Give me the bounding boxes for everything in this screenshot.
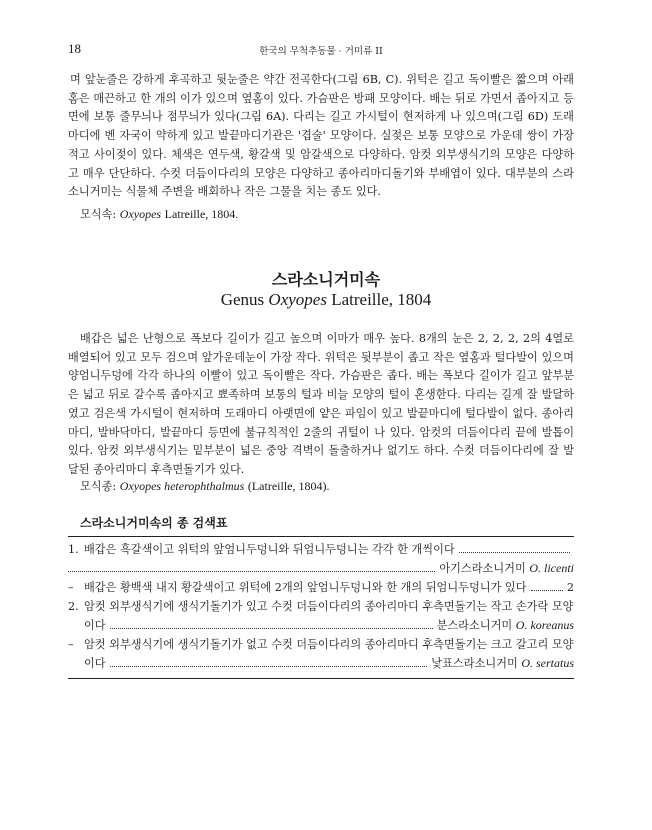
key-item-text: 배갑은 황백색 내지 황갈색이고 위턱에 2개의 앞엄니두덩니와 한 개의 뒤엄니두덩니가 있다 bbox=[84, 581, 527, 594]
key-bottom-rule bbox=[68, 678, 574, 679]
genus-name: Oxyopes bbox=[268, 290, 327, 309]
key-leader-dots bbox=[459, 551, 570, 553]
species-key-title: 스라소니거미속의 종 검색표 bbox=[80, 516, 228, 530]
key-leader-dots bbox=[110, 665, 428, 667]
key-leader-dots bbox=[110, 627, 433, 629]
key-result-scientific: O. licenti bbox=[529, 561, 574, 575]
key-item bbox=[68, 597, 574, 616]
key-item-text: 이다 bbox=[84, 657, 106, 670]
key-result-scientific: O. koreanus bbox=[515, 618, 574, 632]
running-title: 한국의 무척추동물 · 거미류 II bbox=[259, 46, 383, 57]
key-item-result: 2 bbox=[566, 581, 574, 594]
key-item-number: – bbox=[68, 638, 74, 651]
genus-description-paragraph: 배갑은 넓은 난형으로 폭보다 길이가 길고 높으며 이마가 매우 높다. 8개의 눈은 2, 2, 2, 2의 4열로 배열되어 있고 모두 검으며 앞가운데눈이 가장 작다. 위턱은 뒷부분이 좁고 작은 옆홈과 털다발이 있으며 양엄니두덩에 각각 하나의 이빨이 있고 독이빨은 작다. 가슴판은 좁다. 배는 폭보다 길이가 길고 앞부분은 넓고 뒤로 갈수록 좁아지고 뾰족하며 보통의 털과 비늘 모양의 털이 혼생한다. 다리는 길게 잘 발달하였고 검은색 가시털이 현저하며 도래마디 아랫면에 얕은 파임이 있고 발끝마디에 털다발이 없다. 종아리마디, 발바닥마디, 발끝마디 등면에 불규칙적인 2줄의 귀털이 나 있다. 암컷의 더듬이다리 끝에 발톱이 있다. 암컷 외부생식기는 밑부분이 넓은 중앙 격벽이 돌출하거나 없기도 하다. 수컷 더듬이다리에 잘 발달된 종아리마디 후측면돌기가 있다. bbox=[68, 332, 574, 476]
family-description-paragraph: 며 앞눈줄은 강하게 후곡하고 뒷눈줄은 약간 전곡한다(그림 6B, C). 위턱은 길고 독이빨은 짧으며 아래홈은 매끈하고 한 개의 이가 있으며 옆홈이 있다. 가슴판은 방패 모양이다. 배는 뒤로 가면서 좁아지고 등면에 보통 줄무늬나 점무늬가 있다(그림 6A). 다리는 길고 가시털이 현저하게 나 있으며(그림 6D) 도래마디에 벤 자국이 약하게 있고 발끝마디기관은 '겹술' 모양이다. 실젖은 보통 모양으로 가운데 쌍이 가장 적고 사이젖이 있다. 체색은 연두색, 황갈색 및 암갈색으로 다양하다. 암컷 외부생식기의 모양은 다양하고 매우 단단하다. 수컷 더듬이다리의 모양은 다양하고 종아리마디돌기와 부배엽이 있다. 대부분의 스라소니거미는 식물체 주변을 배회하나 작은 그물을 치는 종도 있다. bbox=[68, 73, 574, 199]
key-item-text: 배갑은 흑갈색이고 위턱의 앞엄니두덩니와 뒤엄니두덩니는 각각 한 개씩이다 bbox=[84, 543, 455, 556]
key-leader-dots bbox=[531, 589, 563, 591]
key-item-text: 이다 bbox=[84, 619, 106, 632]
key-item-result bbox=[431, 654, 574, 673]
key-top-rule bbox=[68, 536, 574, 537]
key-item-text: 암컷 외부생식기에 생식기돌기가 있고 수컷 더듬이다리의 종아리마디 후측면돌기는 작고 손가락 모양 bbox=[84, 600, 574, 613]
type-species-line bbox=[80, 478, 330, 494]
type-genus-line bbox=[80, 206, 238, 222]
key-item-text: 암컷 외부생식기에 생식기돌기가 없고 수컷 더듬이다리의 종아리마디 후측면돌기는 크고 갈고리 모양 bbox=[84, 638, 574, 651]
key-item bbox=[68, 654, 574, 673]
key-result-korean: 분스라소니거미 bbox=[436, 619, 513, 632]
key-result-korean: 낯표스라소니거미 bbox=[431, 657, 518, 670]
key-item bbox=[68, 616, 574, 635]
key-item-number: 1. bbox=[68, 543, 79, 556]
type-species-label: 모식종: bbox=[80, 480, 117, 493]
key-item-result bbox=[437, 616, 574, 635]
type-species-name: Oxyopes heterophthalmus bbox=[119, 479, 245, 493]
page-number: 18 bbox=[68, 41, 81, 56]
genus-author: Latreille, 1804 bbox=[331, 290, 432, 309]
key-result-scientific: O. sertatus bbox=[521, 656, 574, 670]
key-item bbox=[68, 635, 574, 654]
type-genus-name: Oxyopes bbox=[119, 207, 162, 221]
key-item bbox=[68, 540, 574, 559]
key-item-result bbox=[439, 559, 574, 578]
genus-prefix: Genus bbox=[220, 290, 265, 309]
key-item bbox=[68, 559, 574, 578]
genus-scientific-title bbox=[0, 290, 652, 310]
key-item-number: 2. bbox=[68, 600, 79, 613]
type-genus-author: Latreille, 1804. bbox=[164, 207, 239, 221]
type-genus-label: 모식속: bbox=[80, 208, 117, 221]
key-item bbox=[68, 578, 574, 597]
key-item-number: – bbox=[68, 581, 74, 594]
key-result-korean: 아기스라소니거미 bbox=[439, 562, 526, 575]
key-leader-dots bbox=[68, 570, 435, 572]
type-species-author: (Latreille, 1804). bbox=[247, 479, 330, 493]
genus-korean-title: 스라소니거미속 bbox=[271, 270, 381, 289]
page-header bbox=[68, 41, 574, 57]
